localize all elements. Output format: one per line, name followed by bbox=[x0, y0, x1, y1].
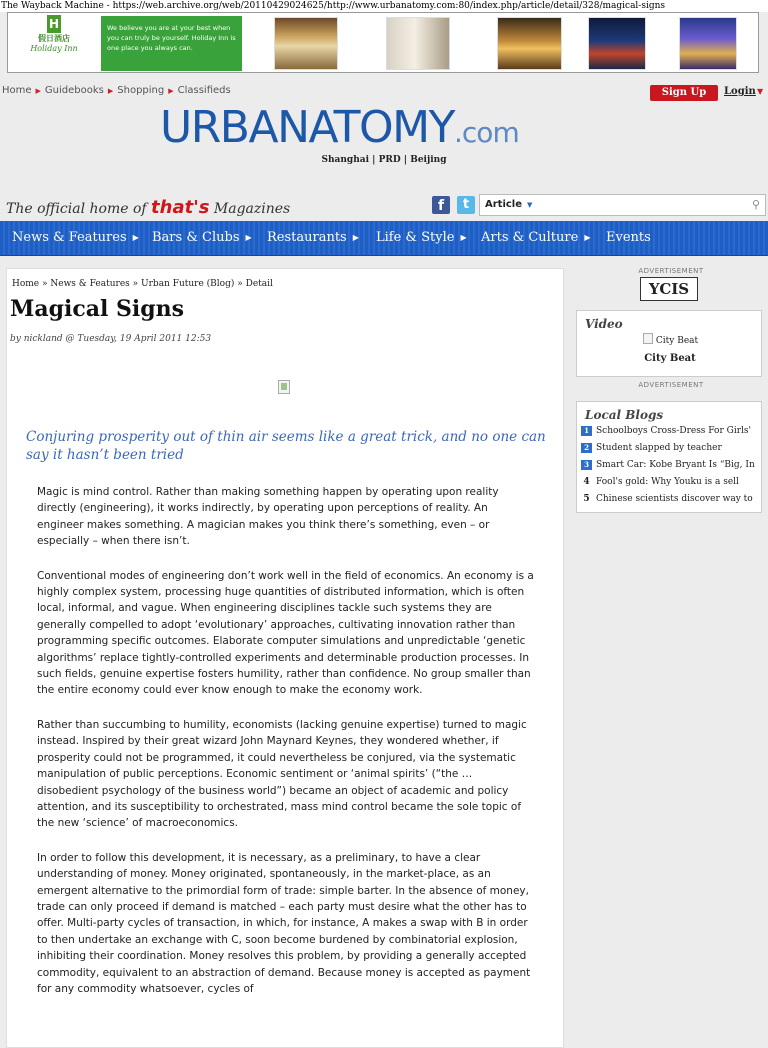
search-box bbox=[479, 194, 766, 216]
page-title: Magical Signs bbox=[10, 296, 185, 322]
video-thumbnail[interactable] bbox=[643, 333, 698, 346]
tagline-pre: The official home of bbox=[6, 201, 147, 217]
breadcrumb-news-features[interactable]: News & Features bbox=[50, 279, 130, 289]
top-nav bbox=[2, 85, 231, 96]
paragraph-text: In order to follow this development, it is necessary, as a preliminary, to have a clear understanding of bbox=[37, 851, 481, 881]
video-heading: Video bbox=[585, 317, 623, 331]
list-item[interactable] bbox=[581, 494, 757, 511]
rank-badge: 5 bbox=[583, 494, 590, 504]
signup-button[interactable]: Sign Up bbox=[650, 85, 718, 101]
blog-title[interactable]: Student slapped by teacher bbox=[596, 443, 722, 453]
breadcrumb-sep: » bbox=[132, 279, 139, 289]
rank-badge: 2 bbox=[581, 443, 592, 453]
breadcrumb-current: Detail bbox=[245, 279, 273, 289]
holiday-inn-logo bbox=[28, 15, 80, 69]
arrow-right-icon: ▶ bbox=[460, 233, 467, 242]
nav-label: Events bbox=[606, 230, 651, 245]
blog-title[interactable]: Smart Car: Kobe Bryant Is “Big, In bbox=[596, 460, 755, 470]
video-title[interactable]: City Beat bbox=[644, 353, 696, 364]
breadcrumb bbox=[12, 279, 273, 289]
arrow-right-icon: ▶ bbox=[107, 87, 114, 95]
arrow-right-icon: ▶ bbox=[132, 233, 139, 242]
main-nav bbox=[0, 221, 768, 256]
topnav-shopping[interactable]: Shopping bbox=[117, 85, 165, 96]
nav-label: Restaurants bbox=[267, 230, 347, 245]
city-selector bbox=[0, 155, 768, 165]
holiday-inn-en: Holiday Inn bbox=[30, 44, 78, 53]
list-item[interactable] bbox=[581, 477, 757, 494]
nav-events[interactable] bbox=[606, 230, 651, 245]
nav-label: Bars & Clubs bbox=[152, 230, 240, 245]
article-paragraph: Rather than succumbing to humility, economists (lacking genuine expertise) turned to magic instead. Inspired by their great wizard John Maynard Keynes, they wondered whether, if prosperity could not be programmed, it could nevertheless be conjured, via the systematic manipulation of public perceptions. Economic sentiment or ‘animal spirits’ (“the … disobedient psychology of the business world”) became an object of academic and policy attention, and its susceptibility to orchestrated, mass mind control became the sole topic of the new ‘science’ of macroeconomics. bbox=[37, 718, 527, 830]
money-link[interactable]: money bbox=[130, 868, 165, 881]
rank-badge: 4 bbox=[583, 477, 590, 487]
ad-slogan: We believe you are at your best when you can truly be yourself. Holiday Inn is one place you always can. bbox=[101, 16, 242, 71]
arrow-right-icon: ▶ bbox=[168, 87, 174, 95]
topnav-home[interactable]: Home bbox=[2, 85, 32, 96]
local-blogs-list bbox=[581, 426, 757, 511]
blog-title[interactable]: Schoolboys Cross-Dress For Girls' bbox=[596, 426, 751, 436]
thats-logo[interactable]: that's bbox=[151, 197, 210, 218]
city-sep: | bbox=[372, 155, 376, 165]
article-paragraph bbox=[37, 850, 535, 998]
twitter-icon[interactable]: t bbox=[457, 196, 475, 214]
tagline-post: Magazines bbox=[213, 201, 291, 217]
local-blogs-card bbox=[576, 401, 762, 513]
local-blogs-heading: Local Blogs bbox=[585, 408, 664, 422]
tagline bbox=[6, 197, 290, 218]
holiday-inn-cn: 假日酒店 bbox=[38, 34, 70, 43]
arrow-right-icon: ▶ bbox=[584, 233, 591, 242]
nav-label: Life & Style bbox=[376, 230, 455, 245]
nav-label: News & Features bbox=[12, 230, 127, 245]
city-sep: | bbox=[403, 155, 408, 165]
top-ad-banner[interactable] bbox=[7, 12, 759, 73]
chevron-down-icon[interactable]: ▼ bbox=[527, 201, 533, 209]
site-logo[interactable] bbox=[160, 103, 519, 158]
breadcrumb-urban-future[interactable]: Urban Future (Blog) bbox=[141, 279, 235, 289]
article-paragraph: Conventional modes of engineering don’t work well in the field of economics. An economy is a highly complex system, processing huge quantities of distributed information, which is often local, informal, and vague. When engineering disciplines tackle such systems they are generally compelled to adopt ‘evolutionary’ approaches, cultivating innovation rather than programming specific outcomes. Elaborate computer simulations and unpredictable ‘genetic algorithms’ replace tightly-controlled experiments and determinable production processes. In such fields, genuine expertise fosters humility, rather than confidence. No group smaller than the entire economy could ever know enough to make the economy work. bbox=[37, 569, 534, 697]
article-paragraph: Magic is mind control. Rather than making something happen by operating upon reality directly (engineering), it works indirectly, by operating upon perceptions of reality. An engineer makes something. A magician makes you think there’s something, even – or especially – when there isn’t. bbox=[37, 486, 499, 548]
search-icon[interactable]: ⚲ bbox=[752, 198, 761, 211]
ad-photo-atrium bbox=[679, 17, 737, 70]
chevron-down-icon[interactable]: ▼ bbox=[757, 87, 764, 96]
article-lead: Conjuring prosperity out of thin air seems like a great trick, and no one can say it hasn’t been tried bbox=[26, 429, 546, 463]
advertisement-label: ADVERTISEMENT bbox=[638, 381, 704, 389]
ad-photo-lobby bbox=[497, 17, 562, 70]
blog-title[interactable]: Fool's gold: Why Youku is a sell bbox=[596, 477, 739, 487]
search-category-select[interactable]: Article bbox=[485, 199, 523, 210]
paragraph-text: . Money originated, spontaneously, in the market-place, as an emergent alternative to the primordial form of trade: simple barter. In the absence of money, trade can only proceed if demand is matched – each party must desire what the other has to offer. Multi-party cycles of transaction, in which, for instance, A makes a swap with B in order to then undertake an exchange with C, soon become burdened by combinatorial explosion, inhibiting their coordination. Money resolves this problem, by providing a generally accepted commodity, equivalent to an abstraction of demand. Because money is accepted as payment for any commodity whatsoever, cycles of bbox=[37, 868, 531, 995]
wayback-bar bbox=[0, 0, 768, 12]
article-byline: by nickland @ Tuesday, 19 April 2011 12:53 bbox=[10, 334, 212, 344]
arrow-right-icon: ▶ bbox=[352, 233, 359, 242]
ad-photo-night-skyline bbox=[588, 17, 646, 70]
breadcrumb-sep: » bbox=[42, 279, 48, 289]
arrow-right-icon: ▶ bbox=[245, 233, 252, 242]
advertisement-label: ADVERTISEMENT bbox=[638, 267, 704, 275]
login-link[interactable]: Login bbox=[724, 86, 756, 97]
breadcrumb-sep: » bbox=[237, 279, 243, 289]
wayback-url: The Wayback Machine - https://web.archive.org/web/20110429024625/http://www.urbanatomy.com:80/index.php/article/detail/328/magical-signs bbox=[1, 1, 666, 11]
city-link-beijing[interactable]: Beijing bbox=[410, 155, 447, 165]
nav-life-style[interactable] bbox=[376, 230, 467, 245]
topnav-classifieds[interactable]: Classifieds bbox=[177, 85, 231, 96]
ad-photo-hotel-room bbox=[386, 17, 450, 70]
broken-image-icon bbox=[643, 333, 653, 344]
breadcrumb-home[interactable]: Home bbox=[12, 279, 40, 289]
list-item[interactable] bbox=[581, 460, 757, 477]
list-item[interactable] bbox=[581, 426, 757, 443]
facebook-icon[interactable]: f bbox=[432, 196, 450, 214]
video-card bbox=[576, 310, 762, 377]
city-link-prd[interactable]: PRD bbox=[378, 155, 401, 165]
holiday-inn-mark-icon: H bbox=[48, 17, 60, 31]
rank-badge: 3 bbox=[581, 460, 592, 470]
ycis-ad[interactable]: YCIS bbox=[640, 277, 698, 301]
blog-title[interactable]: Chinese scientists discover way to bbox=[596, 494, 753, 504]
nav-news-features[interactable] bbox=[12, 230, 139, 245]
article-body bbox=[37, 484, 535, 1015]
city-current: Shanghai bbox=[321, 155, 370, 165]
nav-arts-culture[interactable] bbox=[481, 230, 590, 245]
arrow-right-icon: ▶ bbox=[35, 87, 41, 95]
search-input[interactable] bbox=[540, 197, 744, 215]
logo-main: URBANATOMY bbox=[160, 102, 455, 153]
nav-bars-clubs[interactable] bbox=[152, 230, 252, 245]
topnav-guidebooks[interactable]: Guidebooks bbox=[44, 85, 104, 96]
rank-badge: 1 bbox=[581, 426, 592, 436]
nav-label: Arts & Culture bbox=[481, 230, 579, 245]
list-item[interactable] bbox=[581, 443, 757, 460]
broken-image-icon bbox=[278, 380, 290, 394]
video-thumb-alt[interactable]: City Beat bbox=[655, 336, 699, 346]
nav-restaurants[interactable] bbox=[267, 230, 359, 245]
ad-photo-banquet-hall bbox=[274, 17, 338, 70]
logo-suffix: .com bbox=[454, 116, 519, 149]
